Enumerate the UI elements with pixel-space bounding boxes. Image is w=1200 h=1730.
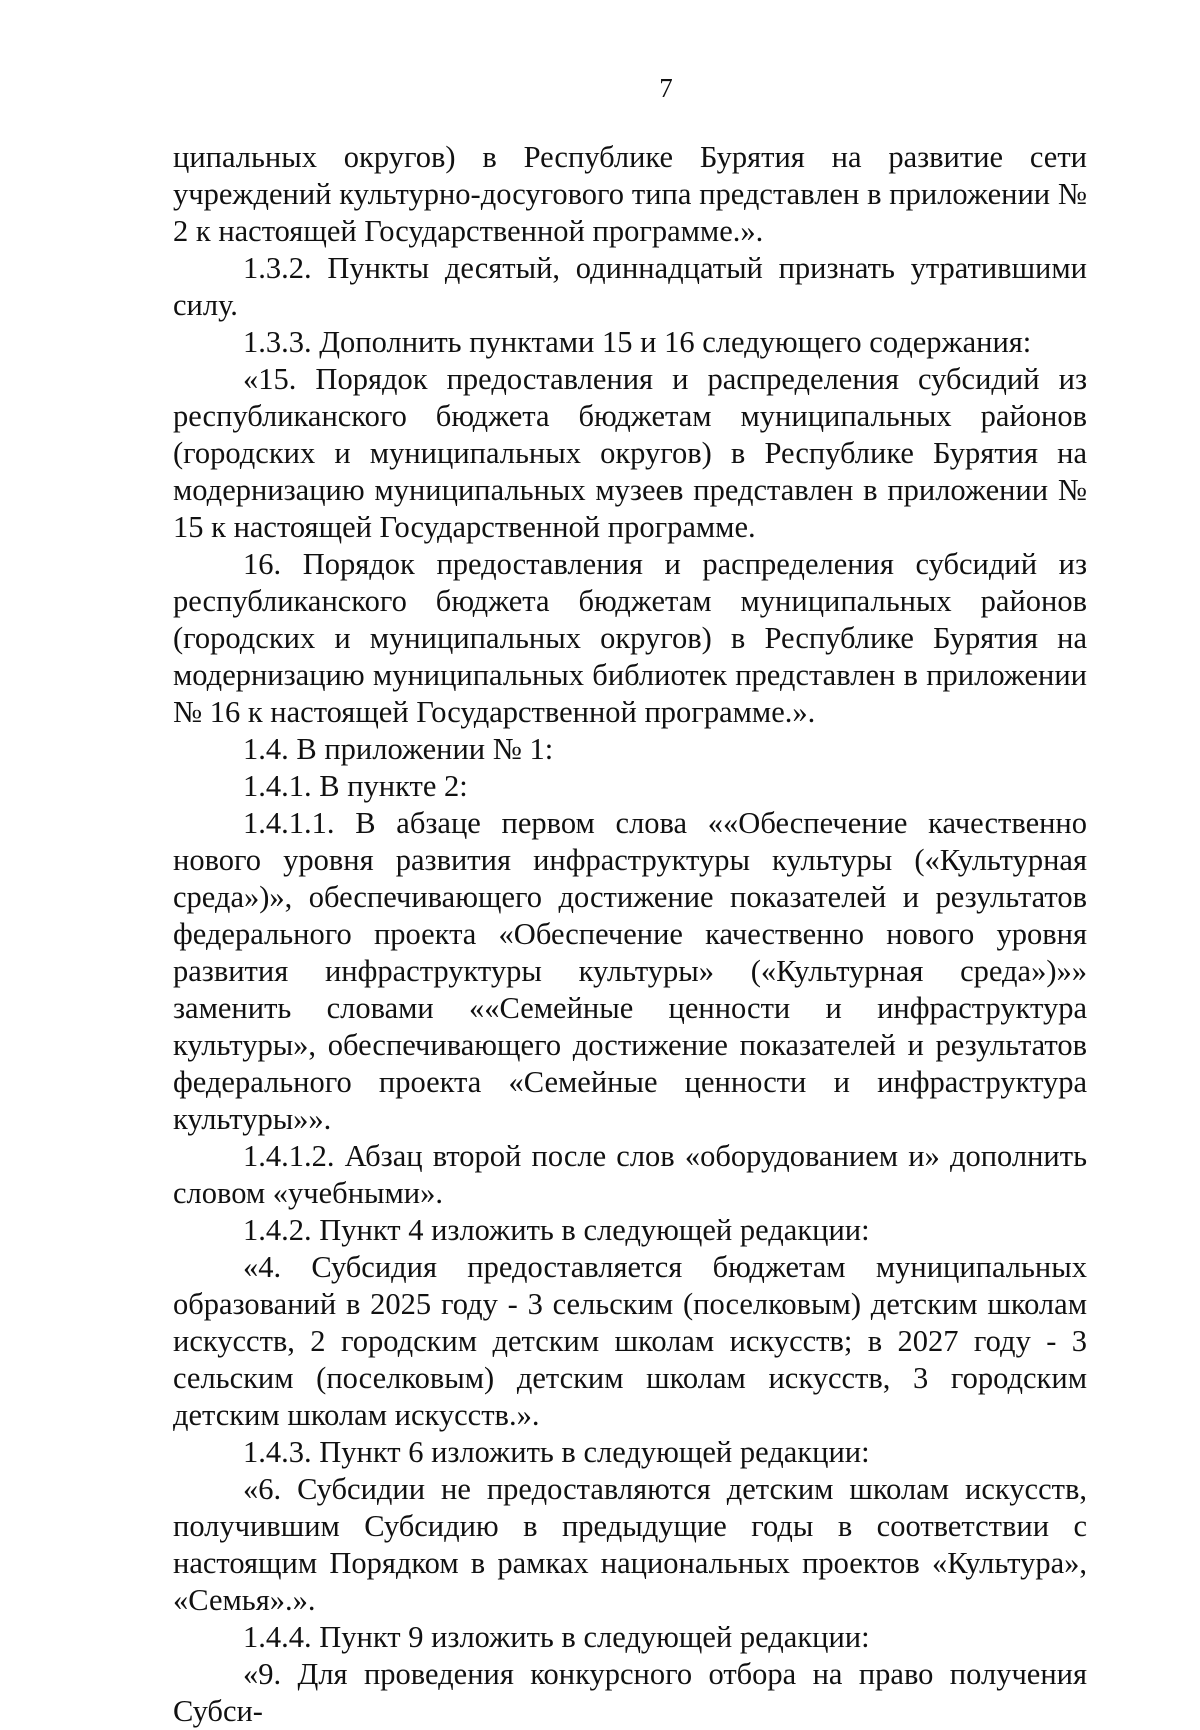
paragraph-p3: 1.3.3. Дополнить пунктами 15 и 16 следующего содержания: [243, 325, 1032, 359]
paragraph-p2: 1.3.2. Пункты десятый, одиннадцатый признать утратившими силу. [173, 251, 1087, 322]
paragraph-p6: 1.4. В приложении № 1: [243, 732, 554, 766]
paragraph-p15: «9. Для проведения конкурсного отбора на право получения Субси- [173, 1657, 1087, 1728]
page-number: 7 [659, 73, 673, 103]
paragraph-p7: 1.4.1. В пункте 2: [243, 769, 468, 803]
paragraph-p8: 1.4.1.1. В абзаце первом слова ««Обеспечение качественно нового уровня развития инфраструктуры культуры («Культурная среда»)», обеспечивающего достижение показателей и результатов федерального проекта «Обеспечение качественно нового уровня развития инфраструктуры культуры» («Культурная среда»)»» заменить словами ««Семейные ценности и инфраструктура культуры», обеспечивающего достижение показателей и результатов федерального проекта «Семейные ценности и инфраструктура культуры»». [173, 806, 1087, 1136]
paragraph-p14: 1.4.4. Пункт 9 изложить в следующей редакции: [243, 1620, 870, 1654]
paragraph-p5: 16. Порядок предоставления и распределения субсидий из республиканского бюджета бюджетам муниципальных районов (городских и муниципальных округов) в Республике Бурятия на модернизацию муниципальных библиотек представлен в приложении № 16 к настоящей Государственной программе.». [173, 547, 1087, 729]
paragraph-p13: «6. Субсидии не предоставляются детским школам искусств, получившим Субсидию в предыдущие годы в соответствии с настоящим Порядком в рамках национальных проектов «Культура», «Семья».». [173, 1472, 1087, 1617]
paragraph-p11: «4. Субсидия предоставляется бюджетам муниципальных образований в 2025 году - 3 сельским (поселковым) детским школам искусств, 2 городским детским школам искусств; в 2027 году - 3 сельским (поселковым) детским школам искусств, 3 городским детским школам искусств.». [173, 1250, 1087, 1432]
paragraph-p9: 1.4.1.2. Абзац второй после слов «оборудованием и» дополнить словом «учебными». [173, 1139, 1087, 1210]
paragraph-p1: ципальных округов) в Республике Бурятия на развитие сети учреждений культурно-досугового типа представлен в приложении № 2 к настоящей Государственной программе.». [173, 140, 1087, 248]
paragraph-p12: 1.4.3. Пункт 6 изложить в следующей редакции: [243, 1435, 870, 1469]
paragraph-p4: «15. Порядок предоставления и распределения субсидий из республиканского бюджета бюджетам муниципальных районов (городских и муниципальных округов) в Республике Бурятия на модернизацию муниципальных музеев представлен в приложении № 15 к настоящей Государственной программе. [173, 362, 1087, 544]
document-body [173, 139, 1087, 1730]
paragraph-p10: 1.4.2. Пункт 4 изложить в следующей редакции: [243, 1213, 870, 1247]
